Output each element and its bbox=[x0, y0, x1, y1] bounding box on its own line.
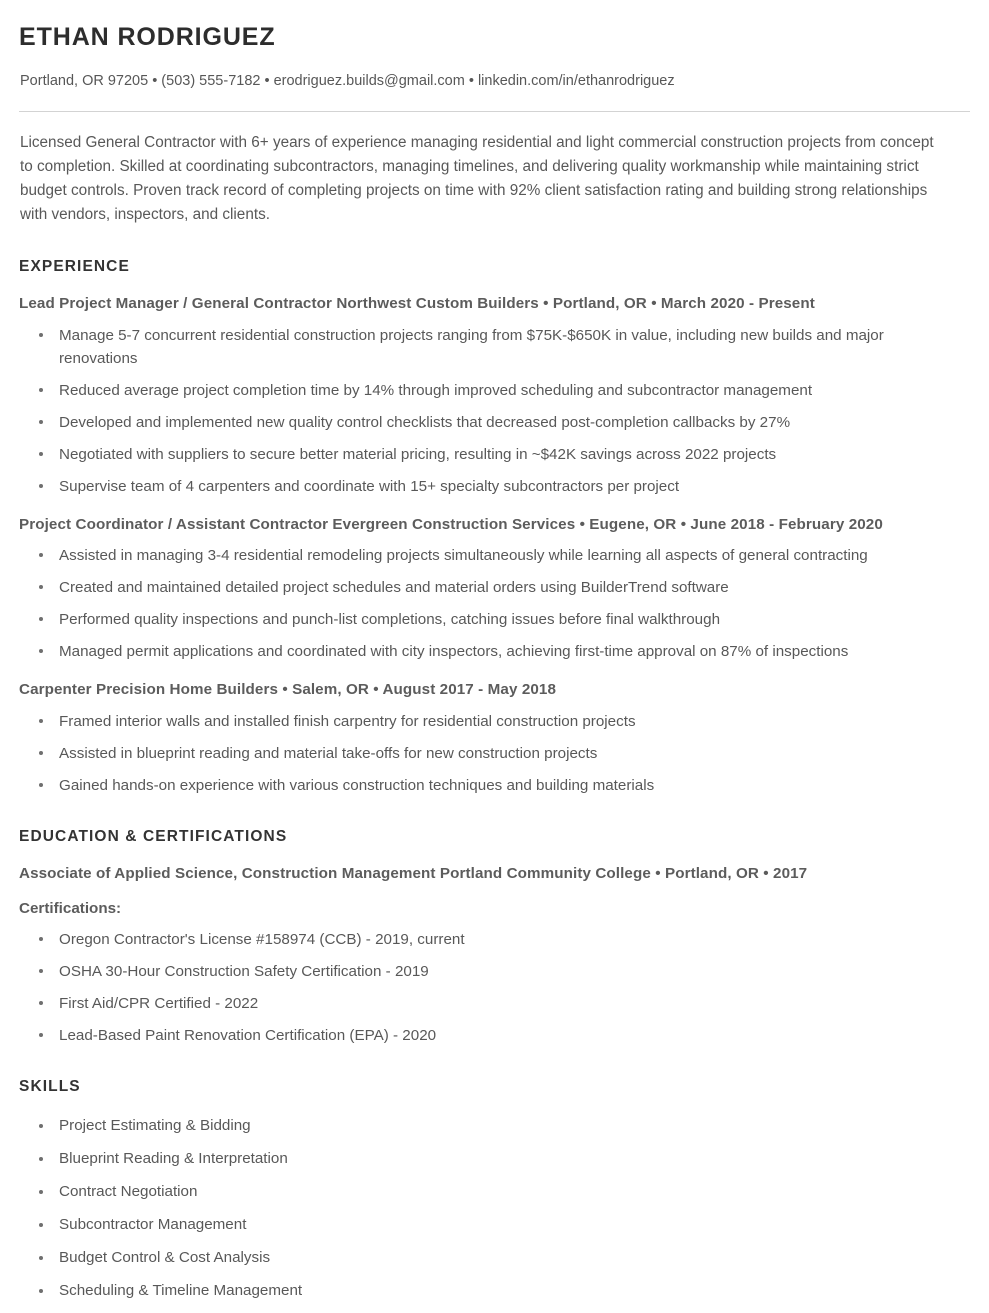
section-skills bbox=[19, 1077, 951, 1302]
list-item: OSHA 30-Hour Construction Safety Certification - 2019 bbox=[38, 960, 949, 983]
professional-summary: Licensed General Contractor with 6+ years of experience managing residential and light commercial construction projects from concept to completion. Skilled at coordinating subcontractors, managing timelines, and delivering quality workmanship while maintaining strict budget controls. Proven track record of completing projects on time with 92% client satisfaction rating and building strong relationships with vendors, inspectors, and clients. bbox=[20, 134, 934, 224]
list-item: First Aid/CPR Certified - 2022 bbox=[38, 992, 949, 1015]
section-title-experience: EXPERIENCE bbox=[19, 258, 130, 276]
list-item: Framed interior walls and installed finish carpentry for residential construction projects bbox=[38, 710, 949, 733]
list-item: Subcontractor Management bbox=[38, 1214, 951, 1236]
contact-line: Portland, OR 97205 • (503) 555-7182 • erodriguez.builds@gmail.com • linkedin.com/in/ethanrodriguez bbox=[20, 73, 675, 89]
list-item: Managed permit applications and coordinated with city inspectors, achieving first-time approval on 87% of inspections bbox=[38, 640, 949, 663]
experience-entry bbox=[19, 680, 951, 797]
experience-entry bbox=[19, 294, 951, 498]
section-experience bbox=[19, 257, 951, 797]
list-item: Lead-Based Paint Renovation Certification (EPA) - 2020 bbox=[38, 1024, 949, 1047]
experience-bullet-list bbox=[19, 544, 951, 663]
list-item: Contract Negotiation bbox=[38, 1181, 951, 1203]
list-item: Supervise team of 4 carpenters and coordinate with 15+ specialty subcontractors per project bbox=[38, 475, 949, 498]
list-item: Project Estimating & Bidding bbox=[38, 1115, 951, 1137]
list-item: Scheduling & Timeline Management bbox=[38, 1280, 951, 1302]
skills-list bbox=[19, 1115, 951, 1302]
education-entry bbox=[19, 864, 951, 1047]
header-divider bbox=[19, 111, 970, 112]
list-item: Reduced average project completion time by 14% through improved scheduling and subcontractor management bbox=[38, 379, 949, 402]
list-item: Gained hands-on experience with various construction techniques and building materials bbox=[38, 774, 949, 797]
section-education bbox=[19, 827, 951, 1047]
experience-entry-heading: Lead Project Manager / General Contractor Northwest Custom Builders • Portland, OR • March 2020 - Present bbox=[19, 295, 815, 313]
list-item: Blueprint Reading & Interpretation bbox=[38, 1148, 951, 1170]
certifications-list bbox=[19, 928, 951, 1047]
list-item: Negotiated with suppliers to secure better material pricing, resulting in ~$42K savings across 2022 projects bbox=[38, 443, 949, 466]
list-item: Developed and implemented new quality control checklists that decreased post-completion callbacks by 27% bbox=[38, 411, 949, 434]
list-item: Performed quality inspections and punch-list completions, catching issues before final walkthrough bbox=[38, 608, 949, 631]
experience-entry-heading: Project Coordinator / Assistant Contractor Evergreen Construction Services • Eugene, OR • June 2018 - February 2020 bbox=[19, 515, 883, 533]
experience-bullet-list bbox=[19, 710, 951, 797]
page-title: ETHAN RODRIGUEZ bbox=[19, 23, 276, 51]
education-degree-line: Associate of Applied Science, Construction Management Portland Community College • Portland, OR • 2017 bbox=[19, 865, 808, 883]
certifications-label: Certifications: bbox=[19, 899, 122, 917]
list-item: Assisted in managing 3-4 residential remodeling projects simultaneously while learning all aspects of general contracting bbox=[38, 544, 949, 567]
list-item: Oregon Contractor's License #158974 (CCB) - 2019, current bbox=[38, 928, 949, 951]
list-item: Created and maintained detailed project schedules and material orders using BuilderTrend software bbox=[38, 576, 949, 599]
list-item: Assisted in blueprint reading and material take-offs for new construction projects bbox=[38, 742, 949, 765]
section-title-education: EDUCATION & CERTIFICATIONS bbox=[19, 827, 288, 845]
section-title-skills: SKILLS bbox=[19, 1078, 81, 1096]
list-item: Budget Control & Cost Analysis bbox=[38, 1247, 951, 1269]
experience-entry bbox=[19, 515, 951, 664]
experience-bullet-list bbox=[19, 324, 951, 498]
list-item: Manage 5-7 concurrent residential construction projects ranging from $75K-$650K in value, including new builds and major renovations bbox=[38, 324, 949, 370]
experience-entry-heading: Carpenter Precision Home Builders • Salem, OR • August 2017 - May 2018 bbox=[19, 681, 557, 699]
